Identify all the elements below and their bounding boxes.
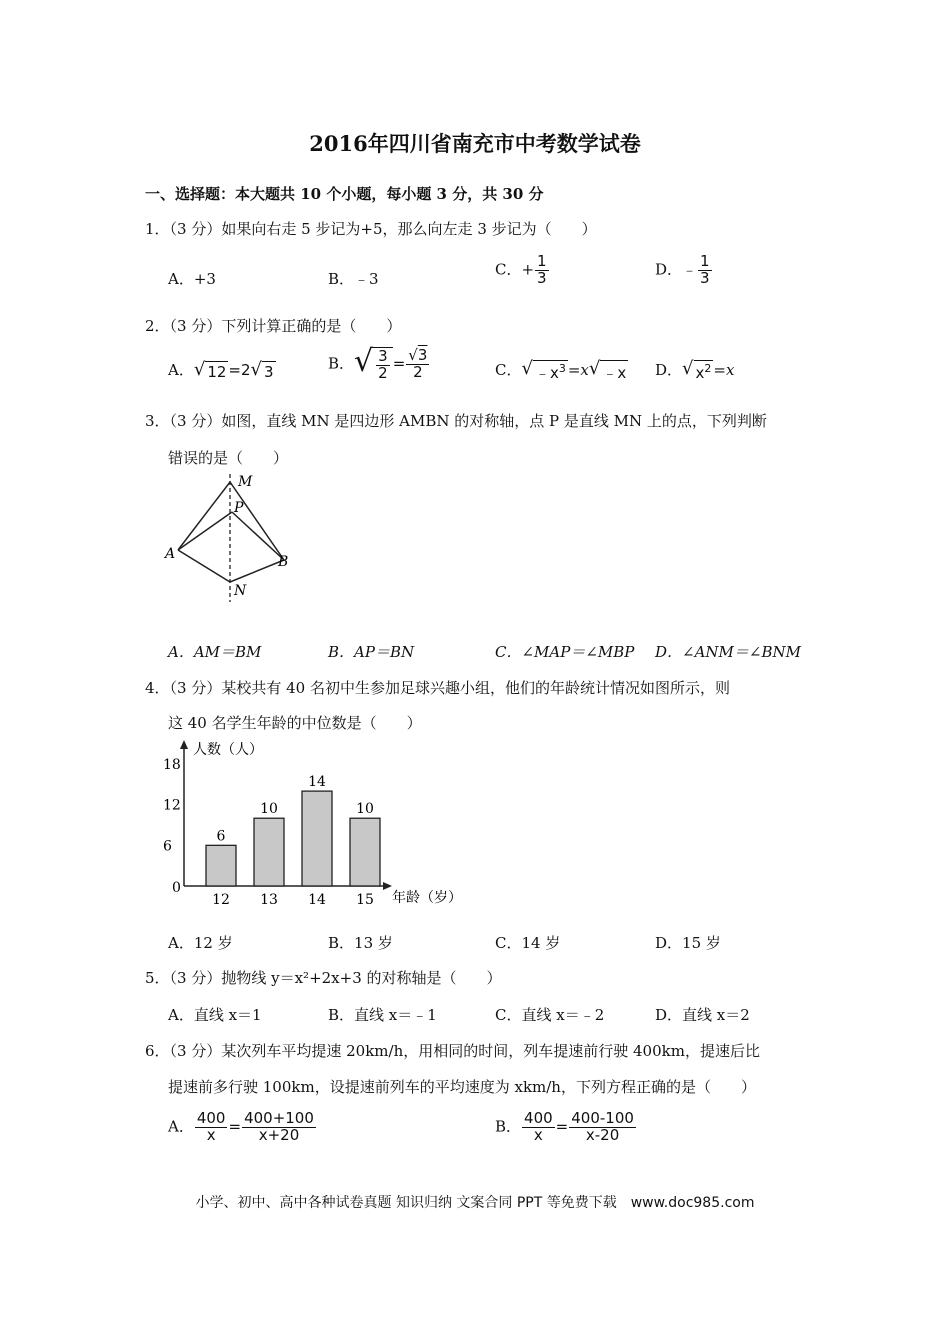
question-4-line2: 这 40 名学生年龄的中位数是（ ） [168,714,422,732]
quad-amb n [178,482,284,582]
y-axis-title: 人数（人） [193,742,263,758]
q2-option-c: C． √ $﹣x^3$ =x √ ﹣x [495,357,627,382]
y-tick-label: 18 [163,757,181,773]
q5-option-b: B．直线 x＝﹣1 [328,1006,437,1024]
question-5: 5．（3 分）抛物线 y＝x²+2x+3 的对称轴是（ ） [145,969,502,987]
q2-option-d: D． √ $x^2$ =x [655,358,735,382]
q3-option-d: D．∠ANM＝∠BNM [655,643,801,661]
q6-option-b: B． $\frac{400}{x}$ = $\frac{400-100}{x-20}$ [495,1109,634,1144]
age-bar-chart [160,738,470,913]
y-tick-label: 6 [163,838,172,855]
q1-option-b: B．﹣3 [328,270,379,288]
q6-option-a: A． $\frac{400}{x}$ = $\frac{400+100}{x+20}$ [168,1109,314,1144]
question-4-line1: 4．（3 分）某校共有 40 名初中生参加足球兴趣小组，他们的年龄统计情况如图所示，则 [145,679,730,697]
label-n: N [234,583,247,599]
q2-option-b: B． √ $\frac{3}{2}$ = $\frac{√3}{2}$ [328,344,428,382]
y-tick-label: 12 [163,797,181,814]
bar [206,845,236,886]
q3-option-b: B．AP＝BN [328,643,415,661]
x-axis-arrow [383,882,392,890]
bar-value-label: 14 [308,774,326,791]
segment-ap [178,512,232,550]
q2-option-a: A． √ 12 =2 √ 3 [168,359,274,381]
q4-option-b: B．13 岁 [328,934,393,952]
x-tick-label: 14 [308,892,326,908]
bar [350,818,380,886]
q3-option-c: C．∠MAP＝∠MBP [495,643,635,661]
bar-value-label: 10 [260,801,278,818]
label-a: A [165,546,176,562]
question-1: 1．（3 分）如果向右走 5 步记为+5，那么向左走 3 步记为（ ） [145,220,597,238]
q5-option-a: A．直线 x＝1 [168,1006,262,1024]
question-3-line2: 错误的是（ ） [168,449,289,467]
x-tick-label: 12 [212,892,230,908]
bar [254,818,284,886]
question-6-line1: 6．（3 分）某次列车平均提速 20km/h，用相同的时间，列车提速前行驶 400km，提速后比 [145,1042,760,1060]
q3-option-a: A．AM＝BM [168,643,262,661]
question-6-line2: 提速前多行驶 100km，设提速前列车的平均速度为 xkm/h，下列方程正确的是（ ） [168,1078,756,1096]
q4-option-c: C．14 岁 [495,934,561,952]
bar-value-label: 10 [356,801,374,818]
label-p: P [234,500,244,516]
quadrilateral-figure [160,470,300,610]
label-m: M [238,474,253,490]
x-axis-title: 年龄（岁） [392,890,462,906]
segment-pb [232,512,284,560]
page-title: 2016年四川省南充市中考数学试卷 [309,131,641,156]
question-3-line1: 3．（3 分）如图，直线 MN 是四边形 AMBN 的对称轴，点 P 是直线 MN 上的点，下列判断 [145,412,767,430]
section-heading: 一、选择题：本大题共 10 个小题，每小题 3 分，共 30 分 [145,185,544,203]
q5-option-c: C．直线 x＝﹣2 [495,1006,605,1024]
x-tick-label: 13 [260,892,278,908]
q5-option-d: D．直线 x＝2 [655,1006,750,1024]
bar [302,791,332,886]
label-b: B [278,554,289,570]
bar-value-label: 6 [216,828,226,845]
q1-option-a: A．+3 [168,270,216,288]
q4-option-d: D．15 岁 [655,934,721,952]
q1-option-c: C．+ $\frac{1}{3}$ [495,252,547,287]
y-tick-label: 0 [172,880,181,896]
q4-option-a: A．12 岁 [168,934,233,952]
page-footer: 小学、初中、高中各种试卷真题 知识归纳 文案合同 PPT 等免费下载 www.doc985.com [195,1195,755,1211]
y-axis-arrow [180,740,188,749]
x-tick-label: 15 [356,892,374,908]
q1-option-d: D．﹣ $\frac{1}{3}$ [655,252,710,287]
question-2: 2．（3 分）下列计算正确的是（ ） [145,317,402,335]
